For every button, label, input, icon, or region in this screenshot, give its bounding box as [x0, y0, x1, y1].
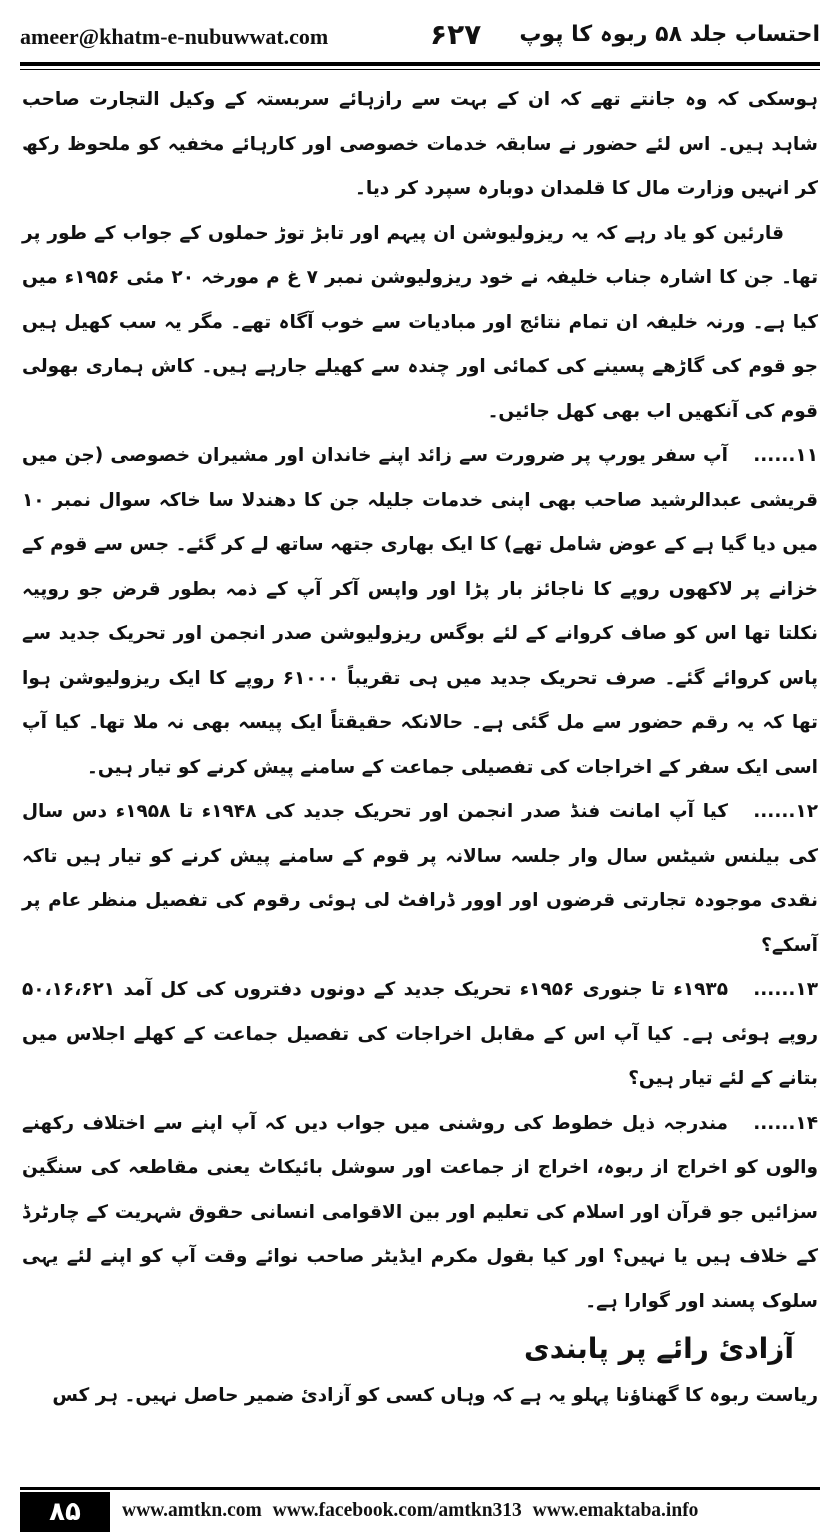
- header-page-number: ۶۲۷: [430, 18, 482, 51]
- item-number: ۱۴......: [753, 1112, 818, 1134]
- footer-links: [122, 1500, 820, 1522]
- section-heading: آزادیٔ رائے پر پابندی: [524, 1332, 794, 1365]
- item-text: کیا آپ امانت فنڈ صدر انجمن اور تحریک جدید کی ۱۹۴۸ء تا ۱۹۵۸ء دس سال کی بیلنس شیٹس سال وار جلسہ سالانہ پر قوم کے سامنے پیش کرنے کو تیار ہیں تاکہ نقدی موجودہ تجارتی قرضوں اور اوور ڈرافٹ لی ہوئی رقوم کی تفصیل منظر عام پر آسکے؟: [22, 801, 818, 956]
- item-number: ۱۱......: [753, 445, 818, 466]
- item-number: ۱۳......: [753, 979, 818, 1000]
- paragraph: ہوسکی کہ وہ جانتے تھے کہ ان کے بہت سے رازہائے سربستہ کے وکیل التجارت صاحب شاہد ہیں۔ اس لئے حضور نے سابقہ خدمات خصوصی اور کارہائے مخفیہ کو ملحوظ رکھ کر انہیں وزارت مال کا قلمدان دوبارہ سپرد کر دیا۔: [22, 89, 818, 199]
- footer-page-number: ۸۵: [20, 1492, 110, 1532]
- footer-link-facebook[interactable]: www.facebook.com/amtkn313: [272, 1500, 522, 1521]
- item-text: ۱۹۳۵ء تا جنوری ۱۹۵۶ء تحریک جدید کے دونوں دفتروں کی کل آمد ۵۰،۱۶،۶۲۱ روپے ہوئی ہے۔ کیا آپ اس کے مقابل اخراجات کی تفصیل جماعت کے کھلے اجلاس میں بتانے کے لئے تیار ہیں؟: [22, 979, 818, 1089]
- footer-link-emaktaba[interactable]: www.emaktaba.info: [532, 1500, 699, 1521]
- page-footer: [0, 1492, 840, 1536]
- header-rule-thin: [20, 69, 820, 70]
- paragraph: [22, 212, 818, 435]
- body-text: [22, 78, 818, 1419]
- footer-link-amtkn[interactable]: www.amtkn.com: [122, 1500, 262, 1521]
- list-item: [22, 968, 818, 1102]
- paragraph-text: قارئین کو یاد رہے کہ یہ ریزولیوشن ان پیہم اور تابڑ توڑ حملوں کے جواب کے طور پر تھا۔ جن کا اشارہ جناب خلیفہ نے خود ریزولیوشن نمبر ۷ غ م مورخہ ۲۰ مئی ۱۹۵۶ء میں کیا ہے۔ ورنہ خلیفہ ان تمام نتائج اور مبادیات سے خوب آگاہ تھے۔ مگر یہ سب کھیل ہیں جو قوم کی گاڑھے پسینے کی کمائی اور چندہ سے کھیلے جارہے ہیں۔ کاش ہماری بھولی قوم کی آنکھیں اب بھی کھل جائیں۔: [22, 222, 819, 422]
- closing-paragraph: ریاست ربوہ کا گھناؤنا پہلو یہ ہے کہ وہاں کسی کو آزادیٔ ضمیر حاصل نہیں۔ ہر کس: [52, 1385, 818, 1406]
- page-header: [20, 18, 820, 58]
- footer-rule: [20, 1487, 820, 1490]
- list-item: [22, 790, 818, 968]
- header-rule: [20, 62, 820, 66]
- header-book-title: احتساب جلد ۵۸ ربوہ کا پوپ: [519, 22, 820, 47]
- list-item: [22, 434, 818, 790]
- header-email[interactable]: ameer@khatm-e-nubuwwat.com: [20, 24, 329, 49]
- item-text: مندرجہ ذیل خطوط کی روشنی میں جواب دیں کہ آپ اپنے سے اختلاف رکھنے والوں کو اخراج از ربوہ، اخراج از جماعت اور سوشل بائیکاٹ یعنی مقاطعہ کی سنگین سزائیں جو قرآن اور اسلام کی تعلیم اور بین الاقوامی انسانی حقوق شہریت کے چارٹرڈ کے خلاف ہیں یا نہیں؟ اور کیا بقول مکرم ایڈیٹر صاحب نوائے وقت آپ کو اپنے لئے یہی سلوک پسند اور گوارا ہے۔: [22, 1112, 818, 1312]
- item-number: ۱۲......: [753, 801, 819, 822]
- list-item: [22, 1102, 818, 1325]
- item-text: آپ سفر یورپ پر ضرورت سے زائد اپنے خاندان اور مشیران خصوصی (جن میں قریشی عبدالرشید صاحب بھی اپنی خدمات جلیلہ جن کا دھندلا سا خاکہ سوال نمبر ۱۰ میں دیا گیا ہے کے عوض شامل تھے) کا ایک بھاری جتھہ ساتھ لے کر گئے۔ جس سے قوم کے خزانے پر لاکھوں روپے کا ناجائز بار پڑا اور واپس آکر آپ کے ذمہ بطور قرض جو روپیہ نکلتا تھا اس کو صاف کروانے کے لئے بوگس ریزولیوشن صدر انجمن اور تحریک جدید سے پاس کروائے گئے۔ صرف تحریک جدید میں ہی تقریباً ۶۱۰۰۰ روپے کا ایک ریزولیوشن ہوا تھا کہ یہ رقم حضور سے مل گئی ہے۔ حالانکہ حقیقتاً ایک پیسہ بھی نہ ملا تھا۔ کیا آپ اسی ایک سفر کے اخراجات کی تفصیلی جماعت کے سامنے پیش کرنے کو تیار ہیں۔: [22, 445, 818, 778]
